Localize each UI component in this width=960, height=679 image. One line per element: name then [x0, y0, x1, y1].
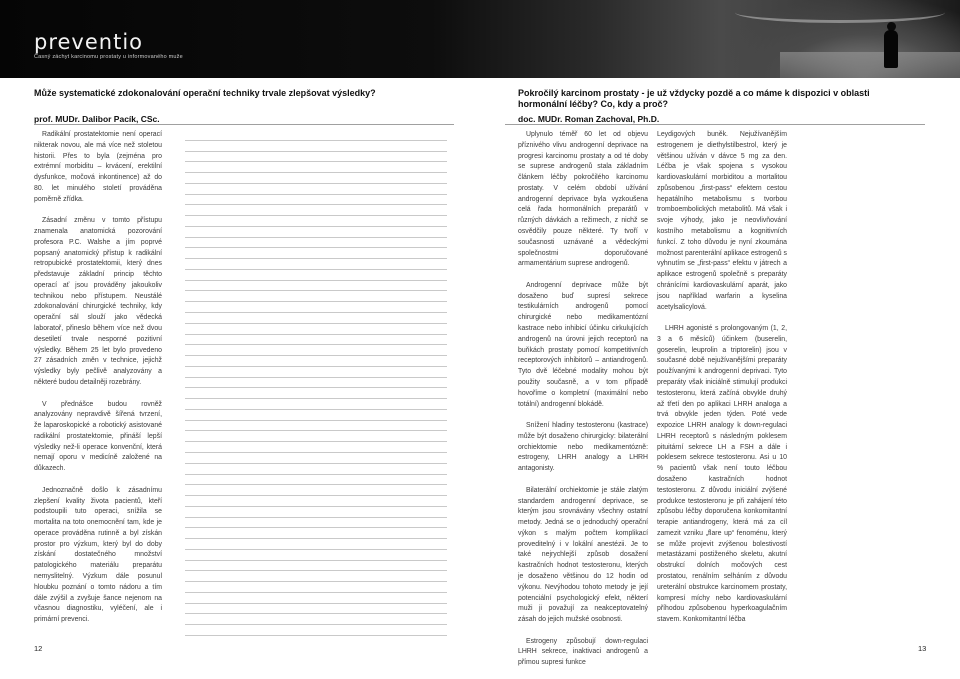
- note-line: [185, 453, 447, 464]
- stage-arch: [735, 2, 945, 23]
- note-line: [185, 216, 447, 227]
- left-article-title: Může systematické zdokonalování operační techniky trvale zlepšovat výsledky?: [34, 88, 376, 98]
- left-article-author: prof. MUDr. Dalibor Pacík, CSc.: [34, 114, 160, 124]
- page-number-left: 12: [34, 644, 43, 653]
- left-article-body: [34, 130, 162, 626]
- note-line: [185, 431, 447, 442]
- note-line: [185, 507, 447, 518]
- paragraph: Zásadní změnu v tomto přístupu znamenala anatomická pozorování profesora P.C. Walshe a jím poprvé popsaný anatomický přístup k radikální retropubické prostatektomii, který dnes představuje základní princip těchto operací ať jsou prováděny jakoukoliv technikou nebo přístupem. Neustálé zdokonalování chirurgické techniky, kdy operační sál slouží jako vědecká laboratoř, přineslo během více než dvou desetiletí trvale nesporné pozitivní výsledky. Během 25 let bylo provedeno 27 zásadních změn v technice, jejichž výsledky byly pečlivě analyzovány a některé budou detailněji rozebrány.: [34, 217, 162, 386]
- note-line: [185, 130, 447, 141]
- note-line: [185, 442, 447, 453]
- note-line: [185, 248, 447, 259]
- person-silhouette: [884, 30, 898, 68]
- right-article-title: Pokročilý karcinom prostaty - je už vždycky pozdě a co máme k dispozici v oblasti hormonální léčby? Co, kdy a proč?: [518, 88, 870, 109]
- note-line: [185, 152, 447, 163]
- right-title-rule: [505, 124, 925, 125]
- note-line: [185, 173, 447, 184]
- note-line: [185, 614, 447, 625]
- page-number-right: 13: [918, 644, 927, 653]
- paragraph: V přednášce budou rovněž analyzovány nepravdivě šířená tvrzení, že laparoskopické a robotický asistované radikální prostatektomie, přináší lepší výsledky než-li operace konvenční, která nemají oporu v medicíně založené na důkazech.: [34, 400, 162, 473]
- right-article-column-1: [518, 130, 648, 669]
- note-line: [185, 561, 447, 572]
- stage-floor: [780, 52, 960, 78]
- right-article-column-2: [657, 130, 787, 626]
- note-line: [185, 281, 447, 292]
- right-article-author: doc. MUDr. Roman Zachoval, Ph.D.: [518, 114, 660, 124]
- left-title-rule: [34, 124, 454, 125]
- note-line: [185, 593, 447, 604]
- note-line: [185, 571, 447, 582]
- paragraph: Bilaterální orchiektomie je stále zlatým standardem androgenní deprivace, se kterým jsou srovnávány všechny ostatní metody. Jedná se o jednoduchý operační výkon s malým počtem komplikací proveditelný i v lokální anestézii. Je to také nejrychlejší způsob dosažení kastračních hodnot testosteronu, kterých je dosaženo většinou do 12 hodin od výkonu. Nevýhodou tohoto metody je její potenciální psychologický efekt, některí muži ji považují za neakceptovatelný zásah do jejich mužské osobnosti.: [518, 486, 648, 624]
- paragraph: Androgenní deprivace může být dosaženo buď supresí sekrece testikulárních androgenů pomocí chirurgické nebo medikamentózní kastrace nebo inhibicí účinku cirkulujících androgenů na úrovni jejich receptorů na buňkách prostaty pomocí kompetitivních receptorových inhibitorů – antiandrogenů. Tyto dvě léčebné modality mohou být použity současně, a v tom případě hovoříme o kompletní (maximální nebo totální) androgenní blokádě.: [518, 281, 648, 408]
- note-line: [185, 335, 447, 346]
- note-line: [185, 625, 447, 636]
- note-line: [185, 227, 447, 238]
- note-line: [185, 528, 447, 539]
- note-line: [185, 313, 447, 324]
- note-line: [185, 162, 447, 173]
- note-line: [185, 291, 447, 302]
- note-line: [185, 302, 447, 313]
- note-line: [185, 367, 447, 378]
- paragraph: LHRH agonisté s prolongovaným (1, 2, 3 a 6 měsíců) účinkem (buserelin, goserelin, leuprolin a triptorelin) jsou v současné době nejužívanějšími preparáty používanými k androgenní deprivaci. Tyto preparáty však iniciálně stimulují produkci testosteronu, která začíná obvykle druhý až třetí den po aplikaci LHRH analoga a trvá obvykle jeden týden. Poté vede expozice LHRH analogy k down-regulaci LHRH receptorů s následným poklesem pituitární sekrece LH a FSH a dále i poklesem sekrece testosteronu. Asi u 10 % pacientů však není touto léčbou dosaženo kastračních hodnot testosteronu. Z důvodu iniciální zvýšené produkce testosteronu je při zahájení této způsobu léčby doporučena konkomitantní terapie antiandrogeny, která má za cíl zamezit vzniku „flare up“ fenoménu, který se může projevit zvýšenou bolestivostí metastázami postiženého skeletu, akutní obstrukcí dolních močových cest prostatou, renálním selháním z důvodu ureterální obstrukce karcinomem prostaty, kompresí míchy nebo kardiovaskulární příhodou způsobenou hyperkoagulačním stavem. Konkomitantní léčba: [657, 325, 787, 624]
- note-line: [185, 356, 447, 367]
- note-line: [185, 550, 447, 561]
- note-line: [185, 485, 447, 496]
- note-line: [185, 518, 447, 529]
- note-line: [185, 399, 447, 410]
- note-line: [185, 184, 447, 195]
- paragraph: Radikální prostatektomie není operací nikterak novou, ale má více než stoletou historii. Přes to byla (zejména pro extrémní morbiditu – krvácení, erektilní dysfunkce, močová inkontinence) až do 80. let minulého století prováděna poměrně zřídka.: [34, 131, 162, 203]
- note-line: [185, 539, 447, 550]
- paragraph: Uplynulo téměř 60 let od objevu příznivého vlivu androgenní deprivace na progresi karcinomu prostaty a od té doby se suprese androgenů stala základním článkem léčby pokročilého karcinomu prostaty. V celém období užívání androgenní deprivace byla vyzkoušena celá řada hormonálních preparátů v různých dávkách a režimech, z nichž se osvědčily pouze některé. Ty tvoří v současnosti uznávané a vědeckými společnostmi doporučované armamentárium suprese androgenů.: [518, 131, 648, 268]
- note-line: [185, 259, 447, 270]
- note-line: [185, 464, 447, 475]
- note-line: [185, 141, 447, 152]
- paragraph: Snížení hladiny testosteronu (kastrace) může být dosaženo chirurgicky: bilaterální orchiektomie nebo medikamentózně: estrogeny, LHRH analogy a LHRH antagonisty.: [518, 422, 648, 473]
- note-line: [185, 421, 447, 432]
- logo-tagline: Časný záchyt karcinomu prostaty u informovaného muže: [34, 54, 183, 60]
- note-line: [185, 345, 447, 356]
- note-line: [185, 582, 447, 593]
- note-line: [185, 205, 447, 216]
- header-banner: [0, 0, 960, 78]
- note-line: [185, 378, 447, 389]
- note-line: [185, 238, 447, 249]
- note-line: [185, 604, 447, 615]
- note-line: [185, 496, 447, 507]
- paragraph: Estrogeny způsobují down-regulaci LHRH sekrece, inaktivaci androgenů a přímou supresi funkce: [518, 637, 648, 667]
- note-line: [185, 410, 447, 421]
- paragraph: Leydigových buněk. Nejužívanějším estrogenem je diethylstilbestrol, který je většinou užíván v dávce 5 mg za den. Léčba je však spojena s vysokou kardiovaskulární morbiditou a mortalitou způsobenou „first-pass“ efektem cestou hepatálního metabolismu s tvorbou tromboembolických metabolitů. Má však i svoje výhody, jako je neovlivňování kostního metabolismu a kognitivních funkcí. Z toho důvodu je nyní zkoumána možnost parenterální aplikace estrogenů s vyhnutím se „first-pass“ efektu v játrech a aplikace estrogenů společně s preparáty chránícími kardiovaskulární aparát, jako jsou například warfarin a kyselina acetylsalicylová.: [657, 131, 787, 311]
- note-line: [185, 270, 447, 281]
- note-line: [185, 475, 447, 486]
- note-line: [185, 195, 447, 206]
- preventio-logo: preventio: [34, 30, 143, 54]
- note-line: [185, 388, 447, 399]
- note-lines: [185, 130, 447, 636]
- paragraph: Jednoznačně došlo k zásadnímu zlepšení kvality života pacientů, kteří podstoupili tuto operaci, snížila se mortalita na toto onemocnění tam, kde je operace prováděna rutinně a byl získán prostor pro výzkum, který byl do doby získání dostatečného množství patologického materiálu preparátu nemyslitelný. Výzkum dále posunul hloubku poznání o tomto nádoru a tím dále zvýšil a zvyšuje šance nejenom na včasnou diagnostiku, vyléčení, ale i primární prevenci.: [34, 486, 162, 624]
- note-line: [185, 324, 447, 335]
